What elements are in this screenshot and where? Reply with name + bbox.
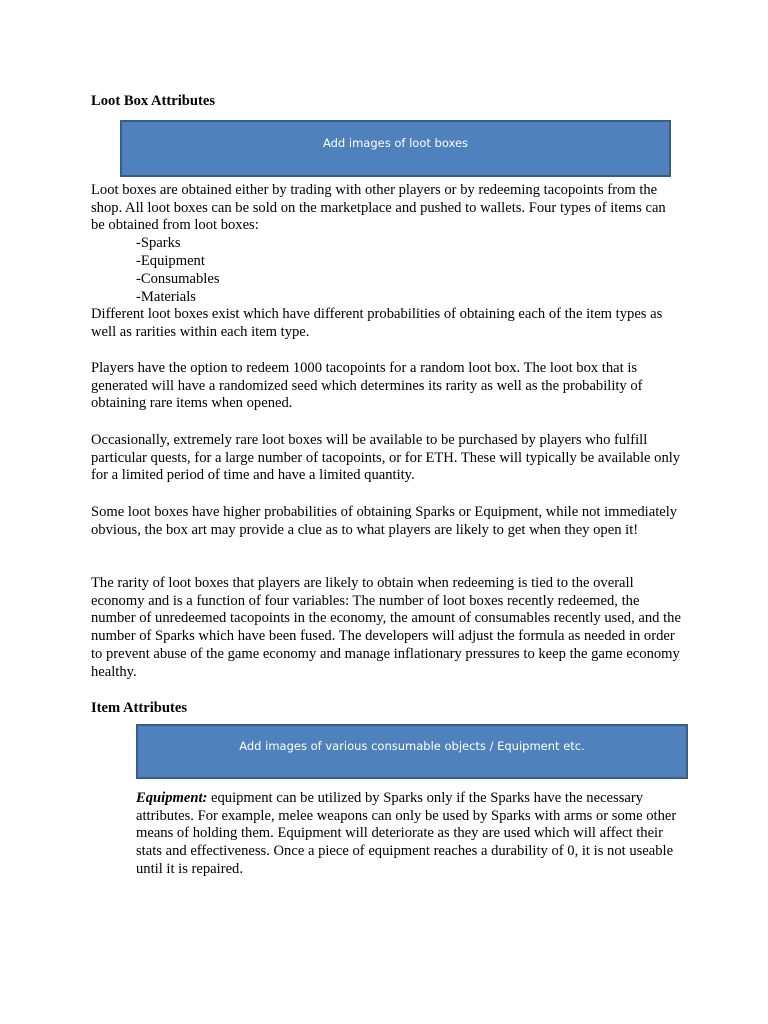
loot-box-intro-paragraph: Loot boxes are obtained either by trading with other players or by redeeming tacopoints from the shop. All loot boxes can be sold on the marketplace and pushed to wallets. Four types of items can be obtained from loot boxes:	[91, 182, 666, 234]
redeem-paragraph: Players have the option to redeem 1000 tacopoints for a random loot box. The loot box that is generated will have a randomized seed which determines its rarity as well as the probability of obtaining rare items when opened.	[91, 360, 643, 412]
item-attributes-heading: Item Attributes	[91, 700, 188, 716]
equipment-paragraph	[136, 790, 681, 879]
item-type-materials: -Materials	[136, 289, 196, 305]
loot-box-image-placeholder	[120, 120, 671, 177]
loot-box-heading: Loot Box Attributes	[91, 93, 216, 109]
equipment-description: equipment can be utilized by Sparks only if the Sparks have the necessary attributes. For example, melee weapons can only be used by Sparks with arms or some other means of holding them. Equipment will deteriorate as they are used which will affect their stats and effectiveness. Once a piece of equipment reaches a durability of 0, it is not useable until it is repaired.	[136, 790, 677, 877]
box-art-paragraph: Some loot boxes have higher probabilities of obtaining Sparks or Equipment, while not immediately obvious, the box art may provide a clue as to what players are likely to get when they open it!	[91, 504, 678, 538]
item-image-placeholder-text: Add images of various consumable objects / Equipment etc.	[239, 739, 585, 753]
rarity-economy-paragraph: The rarity of loot boxes that players are likely to obtain when redeeming is tied to the overall economy and is a function of four variables: The number of loot boxes recently redeemed, the number of unredeemed tacopoints in the economy, the amount of consumables recently used, and the number of Sparks which have been fused. The developers will adjust the formula as needed in order to prevent abuse of the game economy and manage inflationary pressures to keep the game economy healthy.	[91, 575, 681, 680]
item-type-sparks: -Sparks	[136, 235, 181, 251]
equipment-label: Equipment:	[136, 790, 208, 806]
item-type-equipment: -Equipment	[136, 253, 205, 269]
item-type-consumables: -Consumables	[136, 271, 220, 287]
loot-box-variety-paragraph: Different loot boxes exist which have different probabilities of obtaining each of the item types as well as rarities within each item type.	[91, 306, 663, 340]
loot-box-image-placeholder-text: Add images of loot boxes	[322, 136, 469, 150]
item-image-placeholder	[136, 724, 688, 779]
rare-loot-box-paragraph: Occasionally, extremely rare loot boxes will be available to be purchased by players who fulfill particular quests, for a large number of tacopoints, or for ETH. These will typically be available only for a limited period of time and have a limited quantity.	[91, 432, 681, 484]
